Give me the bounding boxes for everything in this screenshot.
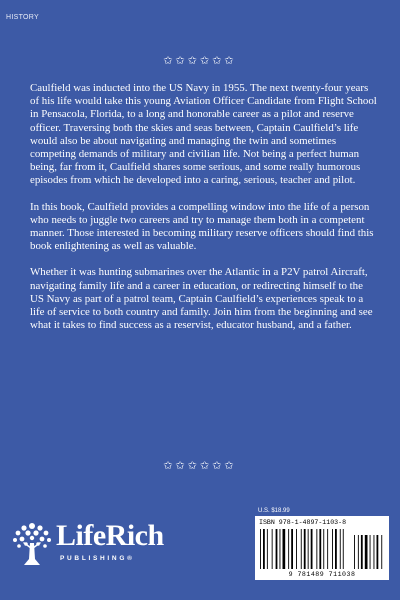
bottom-star-separator: ✩✩✩✩✩✩ bbox=[163, 460, 237, 472]
back-cover-blurb bbox=[30, 82, 378, 345]
top-star-separator: ✩✩✩✩✩✩ bbox=[163, 55, 237, 67]
isbn-text: ISBN 978-1-4897-1103-8 bbox=[259, 519, 347, 526]
publisher-logo bbox=[10, 519, 190, 579]
publisher-subtitle: PUBLISHING® bbox=[60, 555, 135, 562]
ean-number: 9 781489 711038 bbox=[288, 571, 356, 578]
blurb-paragraph-3: Whether it was hunting submarines over the Atlantic in a P2V patrol Aircraft, navigating family life and a career in education, or redirecting himself to the US Navy as part of a patrol team, Captain Caulfield’s experiences speak to a life of service to both country and family. Join him from the beginning and see what it takes to find success as a reservist, educator husband, and a father. bbox=[30, 266, 373, 332]
blurb-paragraph-1: Caulfield was inducted into the US Navy in 1955. The next twenty-four years of his life would take this young Aviation Officer Candidate from Flight School in Pensacola, Florida, to a long and honorable career as a pilot and reserve officer. Traversing both the skies and seas between, Captain Caulfield’s life would also be about navigating and managing the twin and sometimes competing demands of military and civilian life. Not being a perfect human being, far from it, Caulfield shares some serious, and some really humorous episodes from which he developed into a caring, serious, teacher and pilot. bbox=[30, 82, 377, 187]
category-label: HISTORY bbox=[6, 14, 39, 21]
barcode-panel bbox=[255, 516, 389, 580]
price-label: U.S. $18.99 bbox=[258, 508, 290, 514]
publisher-name: LifeRich bbox=[56, 519, 164, 552]
barcode-image bbox=[258, 529, 386, 571]
blurb-paragraph-2: In this book, Caulfield provides a compelling window into the life of a person who needs to juggle two careers and try to manage them both in a competent manner. Those interested in becoming military reserve officers should find this book enlightening as well as valuable. bbox=[30, 200, 374, 253]
tree-icon bbox=[10, 519, 54, 569]
